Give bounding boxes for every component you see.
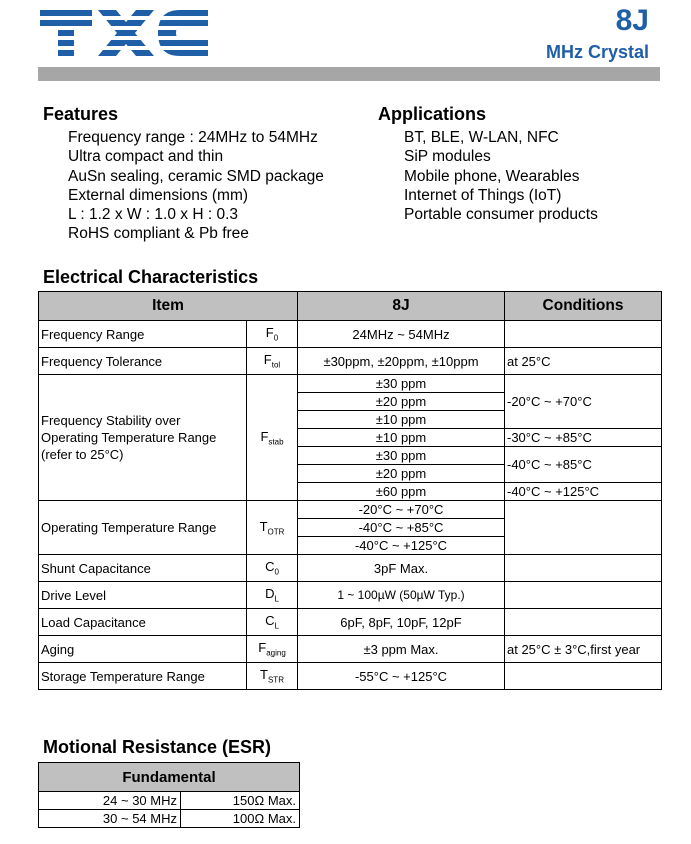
applications-list	[404, 128, 598, 224]
list-item: Portable consumer products	[404, 206, 598, 224]
row-label: Frequency Stability over Operating Temperature Range (refer to 25°C)	[39, 375, 247, 501]
row-value: ±30ppm, ±20ppm, ±10ppm	[298, 348, 505, 375]
row-value: -20°C ~ +70°C	[298, 501, 505, 519]
row-value: 24MHz ~ 54MHz	[298, 321, 505, 348]
esr-value: 150Ω Max.	[181, 792, 300, 810]
row-condition	[505, 321, 662, 348]
row-symbol: $C_0$	[247, 555, 298, 582]
row-condition: -20°C ~ +70°C	[505, 375, 662, 429]
row-value: ±60 ppm	[298, 483, 505, 501]
row-symbol: $F_{tol}$	[247, 348, 298, 375]
list-item: L : 1.2 x W : 1.0 x H : 0.3	[68, 206, 238, 224]
list-item: Mobile phone, Wearables	[404, 167, 580, 185]
row-symbol: $T_{STR}$	[247, 663, 298, 690]
row-value: ±30 ppm	[298, 447, 505, 465]
row-symbol: $F_{aging}$	[247, 636, 298, 663]
row-value: ±3 ppm Max.	[298, 636, 505, 663]
table-row	[39, 792, 300, 810]
list-item: SiP modules	[404, 148, 491, 166]
row-value: ±30 ppm	[298, 375, 505, 393]
esr-title: Motional Resistance (ESR)	[43, 737, 272, 757]
model-title: 8J	[615, 4, 649, 37]
row-condition: -30°C ~ +85°C	[505, 429, 662, 447]
row-label: Frequency Range	[39, 321, 247, 348]
list-item: AuSn sealing, ceramic SMD package	[68, 167, 324, 185]
row-symbol: $D_L$	[247, 582, 298, 609]
features-title: Features	[43, 104, 119, 124]
row-value: 3pF Max.	[298, 555, 505, 582]
row-value: ±20 ppm	[298, 465, 505, 483]
header-item: Item	[39, 292, 298, 321]
table-row	[39, 582, 662, 609]
row-condition	[505, 555, 662, 582]
list-item: Frequency range : 24MHz to 54MHz	[68, 129, 318, 146]
header-model: 8J	[298, 292, 505, 321]
row-condition	[505, 609, 662, 636]
electrical-characteristics-table	[38, 291, 662, 690]
row-symbol: $F_{stab}$	[247, 375, 298, 501]
list-item: Ultra compact and thin	[68, 148, 224, 166]
row-label: Frequency Tolerance	[39, 348, 247, 375]
esr-value: 100Ω Max.	[181, 810, 300, 828]
row-condition: -40°C ~ +85°C	[505, 447, 662, 483]
list-item: BT, BLE, W-LAN, NFC	[404, 129, 559, 146]
row-value: -40°C ~ +125°C	[298, 537, 505, 555]
electrical-title: Electrical Characteristics	[43, 267, 259, 287]
row-value: 1 ~ 100µW (50µW Typ.)	[298, 582, 505, 609]
txc-logo	[40, 10, 210, 62]
row-label: Storage Temperature Range	[39, 663, 247, 690]
esr-range: 30 ~ 54 MHz	[39, 810, 181, 828]
table-row	[39, 375, 662, 393]
table-row	[39, 663, 662, 690]
table-row	[39, 348, 662, 375]
applications-title: Applications	[378, 104, 487, 124]
row-symbol: $T_{OTR}$	[247, 501, 298, 555]
table-row	[39, 609, 662, 636]
row-label: Drive Level	[39, 582, 247, 609]
esr-range: 24 ~ 30 MHz	[39, 792, 181, 810]
list-item: RoHS compliant & Pb free	[68, 225, 249, 243]
table-row	[39, 636, 662, 663]
row-label: Aging	[39, 636, 247, 663]
row-condition: -40°C ~ +125°C	[505, 483, 662, 501]
features-list	[68, 128, 324, 244]
row-value: 6pF, 8pF, 10pF, 12pF	[298, 609, 505, 636]
row-label: Shunt Capacitance	[39, 555, 247, 582]
row-condition: at 25°C ± 3°C,first year	[505, 636, 662, 663]
row-label: Operating Temperature Range	[39, 501, 247, 555]
row-label: Load Capacitance	[39, 609, 247, 636]
list-item: External dimensions (mm)	[68, 186, 249, 204]
list-item: Internet of Things (IoT)	[404, 186, 562, 204]
table-row	[39, 321, 662, 348]
row-value: ±10 ppm	[298, 429, 505, 447]
row-condition	[505, 501, 662, 555]
row-condition: at 25°C	[505, 348, 662, 375]
table-row	[39, 555, 662, 582]
esr-table	[38, 762, 300, 828]
header-divider-bar	[38, 67, 660, 81]
row-value: ±20 ppm	[298, 393, 505, 411]
header-conditions: Conditions	[505, 292, 662, 321]
row-value: ±10 ppm	[298, 411, 505, 429]
row-symbol: $C_L$	[247, 609, 298, 636]
row-condition	[505, 582, 662, 609]
row-condition	[505, 663, 662, 690]
row-value: -40°C ~ +85°C	[298, 519, 505, 537]
row-value: -55°C ~ +125°C	[298, 663, 505, 690]
table-row	[39, 501, 662, 519]
product-subtitle: MHz Crystal	[545, 42, 649, 62]
row-symbol: $F_0$	[247, 321, 298, 348]
esr-header: Fundamental	[39, 763, 300, 792]
table-row	[39, 810, 300, 828]
